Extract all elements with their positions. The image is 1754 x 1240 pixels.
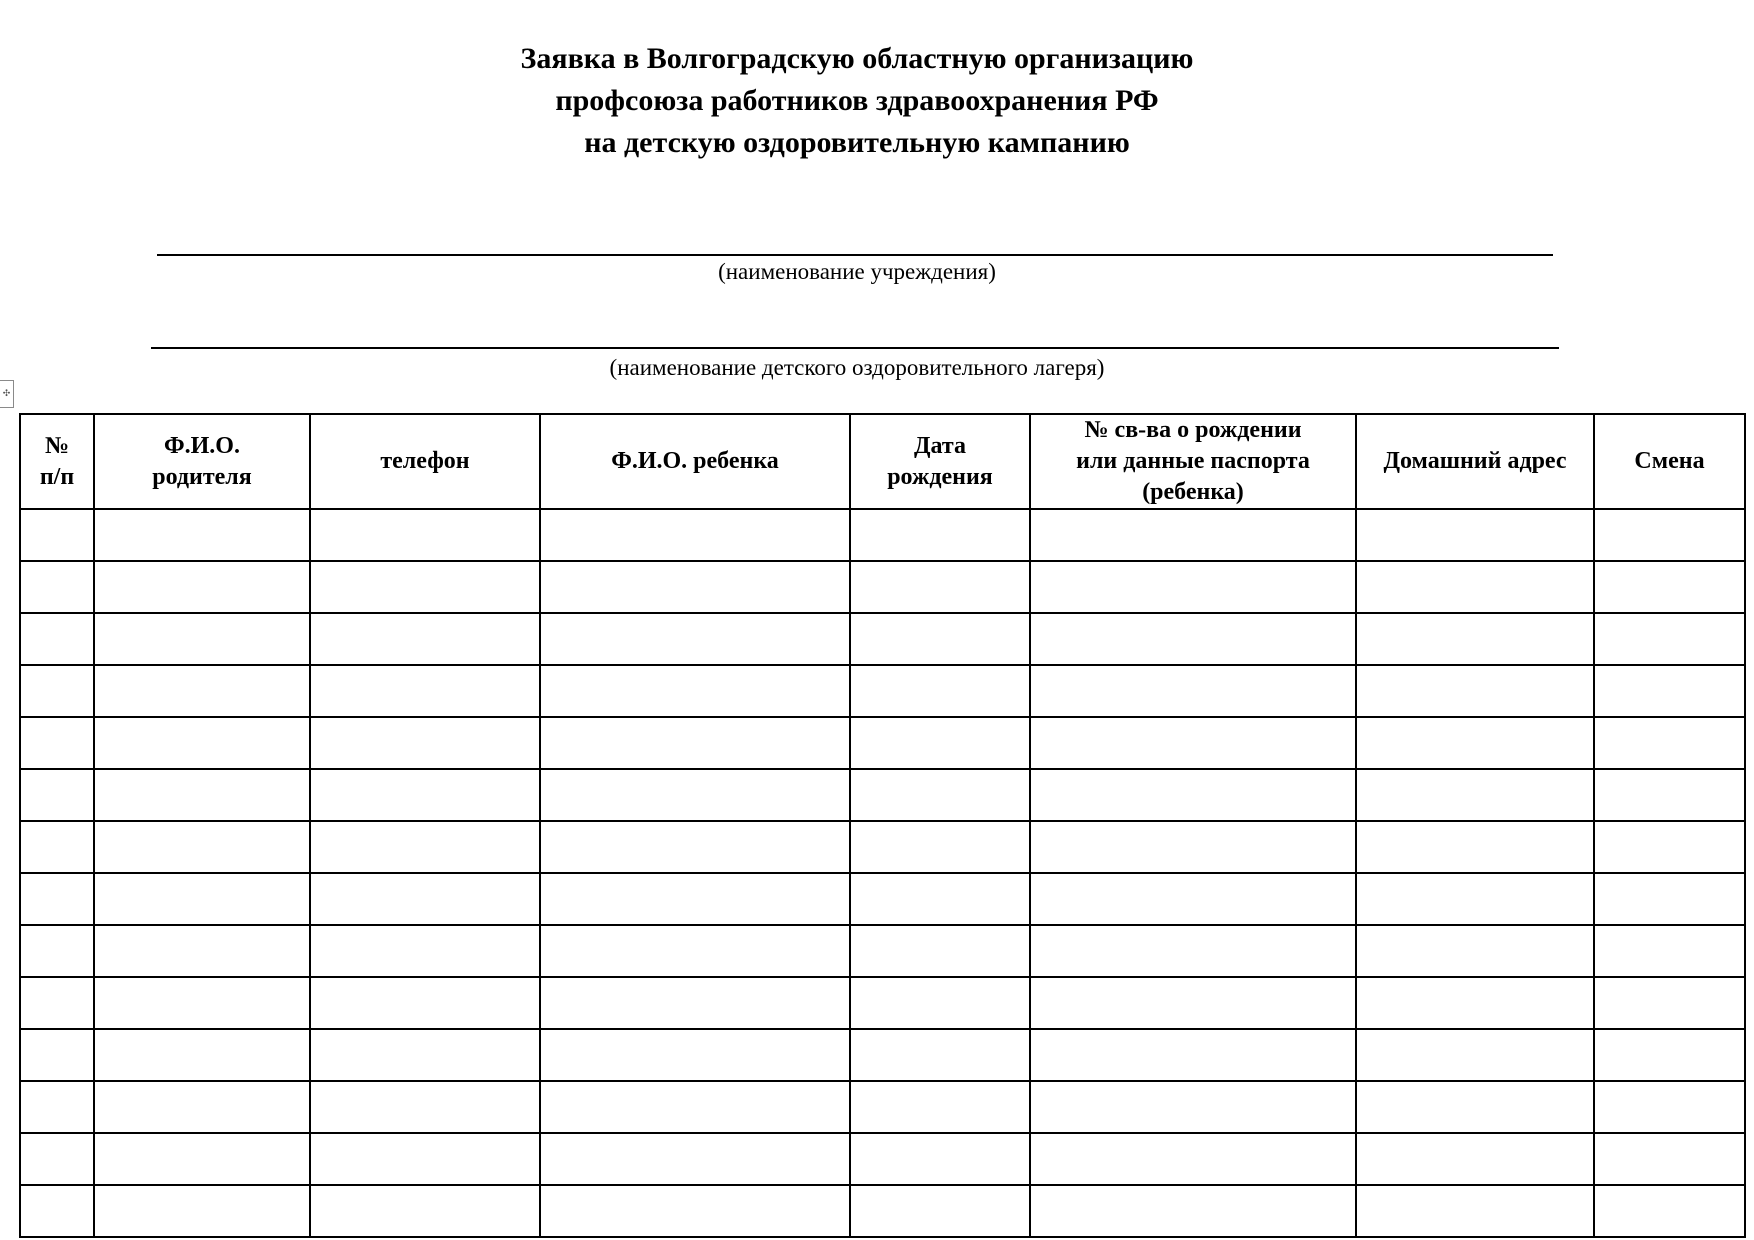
- table-cell[interactable]: [1030, 1081, 1356, 1133]
- table-cell[interactable]: [1030, 769, 1356, 821]
- column-header-line: (ребенка): [1142, 479, 1244, 505]
- table-cell[interactable]: [850, 1133, 1030, 1185]
- table-cell[interactable]: [1030, 873, 1356, 925]
- table-cell[interactable]: [850, 1185, 1030, 1237]
- table-row: [20, 1133, 1745, 1185]
- title-line: на детскую оздоровительную кампанию: [584, 126, 1130, 159]
- table-cell[interactable]: [1356, 717, 1594, 769]
- table-cell[interactable]: [1030, 1133, 1356, 1185]
- table-cell[interactable]: [850, 1081, 1030, 1133]
- table-cell[interactable]: [94, 925, 310, 977]
- table-cell[interactable]: [20, 1081, 94, 1133]
- table-cell[interactable]: [850, 873, 1030, 925]
- table-cell[interactable]: [1356, 1081, 1594, 1133]
- table-cell[interactable]: [310, 769, 540, 821]
- table-cell[interactable]: [94, 1029, 310, 1081]
- column-header: [1030, 414, 1356, 509]
- table-cell[interactable]: [1030, 717, 1356, 769]
- table-cell[interactable]: [310, 1029, 540, 1081]
- table-cell[interactable]: [1594, 509, 1745, 561]
- table-row: [20, 1185, 1745, 1237]
- table-cell[interactable]: [1356, 1133, 1594, 1185]
- column-header-line: родителя: [152, 463, 252, 490]
- table-cell[interactable]: [1594, 977, 1745, 1029]
- table-cell[interactable]: [20, 509, 94, 561]
- table-cell[interactable]: [94, 665, 310, 717]
- table-row: [20, 821, 1745, 873]
- title-line: профсоюза работников здравоохранения РФ: [555, 84, 1159, 117]
- institution-fill-line[interactable]: [157, 254, 1553, 256]
- table-cell[interactable]: [310, 1133, 540, 1185]
- table-cell[interactable]: [20, 1133, 94, 1185]
- table-cell[interactable]: [20, 561, 94, 613]
- table-cell[interactable]: [850, 1029, 1030, 1081]
- table-row: [20, 717, 1745, 769]
- table-cell[interactable]: [1030, 509, 1356, 561]
- table-cell[interactable]: [1356, 769, 1594, 821]
- table-cell[interactable]: [540, 873, 850, 925]
- table-cell[interactable]: [540, 1133, 850, 1185]
- table-cell[interactable]: [1594, 925, 1745, 977]
- table-cell[interactable]: [1594, 665, 1745, 717]
- table-cell[interactable]: [850, 821, 1030, 873]
- table-cell[interactable]: [94, 613, 310, 665]
- table-cell[interactable]: [540, 561, 850, 613]
- table-cell[interactable]: [310, 509, 540, 561]
- table-cell[interactable]: [540, 977, 850, 1029]
- table-cell[interactable]: [310, 717, 540, 769]
- table-cell[interactable]: [94, 509, 310, 561]
- table-cell[interactable]: [310, 977, 540, 1029]
- table-cell[interactable]: [1030, 1029, 1356, 1081]
- table-cell[interactable]: [20, 925, 94, 977]
- table-cell[interactable]: [94, 873, 310, 925]
- table-cell[interactable]: [540, 821, 850, 873]
- column-header-line: телефон: [380, 448, 470, 474]
- table-row: [20, 977, 1745, 1029]
- table-cell[interactable]: [310, 1081, 540, 1133]
- table-cell[interactable]: [310, 873, 540, 925]
- table-header-row: [20, 414, 1745, 509]
- table-cell[interactable]: [1030, 925, 1356, 977]
- table-row: [20, 613, 1745, 665]
- table-cell[interactable]: [94, 717, 310, 769]
- column-header: [1594, 414, 1745, 509]
- table-cell[interactable]: [20, 613, 94, 665]
- table-cell[interactable]: [1594, 821, 1745, 873]
- table-cell[interactable]: [540, 717, 850, 769]
- column-header-line: п/п: [39, 463, 75, 490]
- camp-caption: (наименование детского оздоровительного лагеря): [609, 355, 1105, 380]
- table-cell[interactable]: [850, 717, 1030, 769]
- table-cell[interactable]: [1356, 1029, 1594, 1081]
- column-header: [1356, 414, 1594, 509]
- table-cell[interactable]: [850, 613, 1030, 665]
- table-cell[interactable]: [1030, 561, 1356, 613]
- table-cell[interactable]: [20, 769, 94, 821]
- table-cell[interactable]: [1594, 1133, 1745, 1185]
- table-row: [20, 769, 1745, 821]
- title-line: Заявка в Волгоградскую областную организацию: [520, 42, 1194, 75]
- table-cell[interactable]: [1594, 1081, 1745, 1133]
- column-header: [94, 414, 310, 509]
- table-cell[interactable]: [20, 1029, 94, 1081]
- table-cell[interactable]: [540, 509, 850, 561]
- column-header: [540, 414, 850, 509]
- table-cell[interactable]: [540, 1029, 850, 1081]
- table-cell[interactable]: [540, 613, 850, 665]
- table-cell[interactable]: [94, 769, 310, 821]
- column-header: [20, 414, 94, 509]
- table-row: [20, 665, 1745, 717]
- table-cell[interactable]: [20, 821, 94, 873]
- table-cell[interactable]: [20, 665, 94, 717]
- column-header-line: Ф.И.О.: [164, 432, 240, 459]
- table-cell[interactable]: [850, 977, 1030, 1029]
- table-cell[interactable]: [1594, 1185, 1745, 1237]
- table-row: [20, 873, 1745, 925]
- table-cell[interactable]: [94, 821, 310, 873]
- column-header-line: Ф.И.О. ребенка: [611, 448, 779, 474]
- table-body: [20, 509, 1745, 1237]
- table-cell[interactable]: [1030, 665, 1356, 717]
- table-cell[interactable]: [1356, 873, 1594, 925]
- table-cell[interactable]: [1356, 613, 1594, 665]
- table-row: [20, 1081, 1745, 1133]
- table-cell[interactable]: [850, 561, 1030, 613]
- table-cell[interactable]: [94, 977, 310, 1029]
- table-cell[interactable]: [850, 509, 1030, 561]
- column-header-line: Домашний адрес: [1383, 448, 1567, 474]
- table-cell[interactable]: [1356, 977, 1594, 1029]
- table-cell[interactable]: [1030, 613, 1356, 665]
- table-cell[interactable]: [310, 561, 540, 613]
- table-cell[interactable]: [94, 1185, 310, 1237]
- table-cell[interactable]: [1594, 1029, 1745, 1081]
- table-cell[interactable]: [310, 613, 540, 665]
- table-cell[interactable]: [1356, 665, 1594, 717]
- table-row: [20, 561, 1745, 613]
- column-header-line: №: [44, 432, 70, 459]
- table-cell[interactable]: [20, 717, 94, 769]
- table-cell[interactable]: [1594, 717, 1745, 769]
- application-table: [19, 413, 1746, 1238]
- column-header-line: рождения: [887, 463, 993, 490]
- table-cell[interactable]: [850, 925, 1030, 977]
- table-cell[interactable]: [310, 1185, 540, 1237]
- column-header-line: № св-ва о рождении: [1084, 417, 1302, 443]
- table-cell[interactable]: [540, 665, 850, 717]
- table-cell[interactable]: [94, 1081, 310, 1133]
- table-cell[interactable]: [540, 1081, 850, 1133]
- table-cell[interactable]: [94, 1133, 310, 1185]
- table-cell[interactable]: [310, 925, 540, 977]
- table-cell[interactable]: [850, 665, 1030, 717]
- document-title: [0, 38, 1714, 164]
- table-move-handle-icon[interactable]: ✣: [0, 380, 14, 408]
- table-cell[interactable]: [310, 665, 540, 717]
- table-cell[interactable]: [1030, 1185, 1356, 1237]
- table-cell[interactable]: [1594, 561, 1745, 613]
- column-header-line: Дата: [914, 432, 966, 459]
- column-header-line: Смена: [1634, 448, 1705, 474]
- table-cell[interactable]: [1356, 1185, 1594, 1237]
- column-header: [850, 414, 1030, 509]
- table-row: [20, 925, 1745, 977]
- table-row: [20, 509, 1745, 561]
- table-cell[interactable]: [1030, 977, 1356, 1029]
- column-header-line: или данные паспорта: [1076, 448, 1310, 474]
- column-header: [310, 414, 540, 509]
- table-cell[interactable]: [1356, 561, 1594, 613]
- table-cell[interactable]: [1030, 821, 1356, 873]
- camp-fill-line[interactable]: [151, 347, 1559, 349]
- institution-caption: (наименование учреждения): [718, 259, 996, 284]
- table-cell[interactable]: [310, 821, 540, 873]
- table-cell[interactable]: [1356, 509, 1594, 561]
- table-cell[interactable]: [1356, 821, 1594, 873]
- table-cell[interactable]: [1356, 925, 1594, 977]
- table-cell[interactable]: [1594, 873, 1745, 925]
- table-cell[interactable]: [850, 769, 1030, 821]
- table-cell[interactable]: [20, 873, 94, 925]
- table-cell[interactable]: [540, 925, 850, 977]
- table-row: [20, 1029, 1745, 1081]
- table-cell[interactable]: [1594, 769, 1745, 821]
- table-cell[interactable]: [20, 977, 94, 1029]
- table-cell[interactable]: [94, 561, 310, 613]
- table-cell[interactable]: [540, 769, 850, 821]
- table-cell[interactable]: [20, 1185, 94, 1237]
- table-cell[interactable]: [1594, 613, 1745, 665]
- table-cell[interactable]: [540, 1185, 850, 1237]
